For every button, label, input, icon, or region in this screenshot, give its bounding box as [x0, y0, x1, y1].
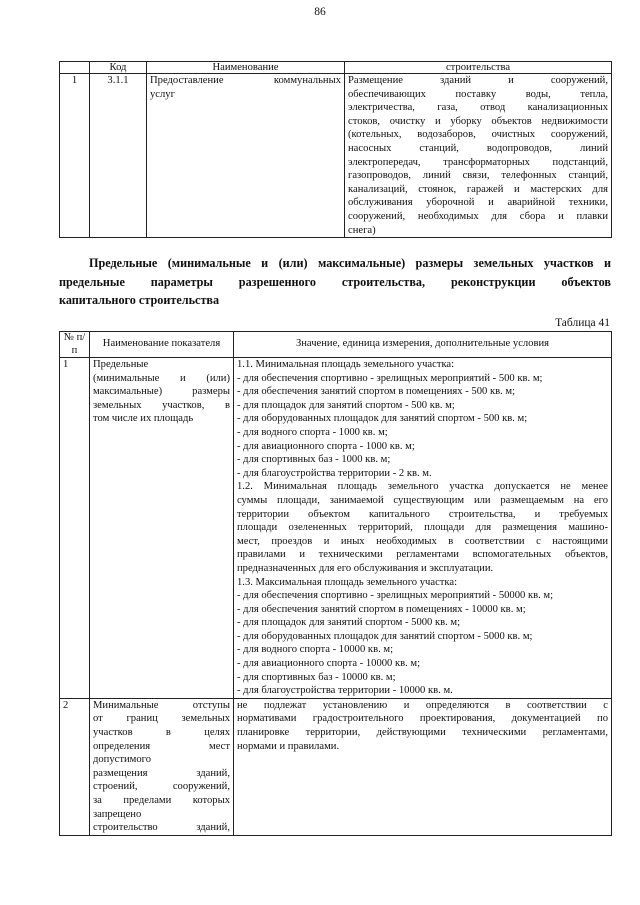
- value-line: - для благоустройства территории - 10000 кв. м.: [237, 685, 453, 697]
- value-line: не подлежат установлению и определяются в соответствии с: [237, 699, 608, 711]
- value-line: - для спортивных баз - 10000 кв. м;: [237, 671, 396, 683]
- description-line: канализаций, стоянок, гаражей и мастерских для: [348, 183, 608, 195]
- indicator-value: [234, 358, 612, 699]
- row-description: [345, 74, 612, 238]
- row-name: [147, 74, 345, 238]
- description-line: насосных станций, водопроводов, линий: [348, 142, 608, 154]
- value-line: - для обеспечения занятий спортом в помещениях - 500 кв. м;: [237, 386, 516, 398]
- indicator-line: строений, сооружений,: [93, 781, 230, 793]
- table-row: [60, 358, 612, 699]
- row-number: 2: [60, 698, 90, 835]
- heading-line: Предельные (минимальные и (или) максимальные) размеры земельных участков и: [89, 256, 611, 270]
- value-line: - для площадок для занятий спортом - 500 кв. м;: [237, 399, 455, 411]
- indicator-line: от границ земельных: [93, 713, 230, 725]
- value-line: правилами и техническими регламентами вспомогательных объектов,: [237, 549, 608, 561]
- indicator-line: максимальные) размеры: [93, 386, 230, 398]
- page-number: 86: [314, 6, 326, 18]
- heading-line: капитального строительства: [59, 293, 220, 307]
- indicator-line: строительство зданий,: [93, 822, 230, 834]
- value-line: - для водного спорта - 1000 кв. м;: [237, 426, 388, 438]
- description-line: стоков, очистку и уборку объектов недвижимости: [348, 115, 608, 127]
- indicator-line: земельных участков, в: [93, 399, 230, 411]
- header-indicator-name: Наименование показателя: [90, 332, 234, 358]
- value-line: планировке территории, действующими техническими регламентами,: [237, 727, 608, 739]
- table-header-row: [60, 332, 612, 358]
- value-line: 1.1. Минимальная площадь земельного участка:: [237, 359, 455, 370]
- indicator-line: допустимого: [93, 754, 152, 766]
- row-name-line: услуг: [150, 88, 175, 100]
- description-line: снега): [348, 224, 376, 236]
- value-line: - для площадок для занятий спортом - 5000 кв. м;: [237, 617, 461, 629]
- header-construction: строительства: [345, 62, 612, 74]
- row-number: 1: [60, 358, 90, 699]
- value-line: 1.2. Минимальная площадь земельного участка допускается не менее: [237, 481, 608, 493]
- description-line: электричества, газа, отвод канализационных: [348, 102, 608, 114]
- heading-line: предельные параметры разрешенного строительства, реконструкции объектов: [59, 274, 611, 289]
- indicator-name: [90, 358, 234, 699]
- header-num: № п/п: [60, 332, 90, 358]
- section-heading: [59, 254, 611, 310]
- table-row: [60, 74, 612, 238]
- indicator-line: запрещено: [93, 808, 142, 820]
- indicator-line: размещения зданий,: [93, 767, 230, 779]
- value-line: - для оборудованных площадок для занятий спортом - 5000 кв. м;: [237, 630, 533, 642]
- description-line: обслуживания уборочной и аварийной техники,: [348, 197, 608, 209]
- value-line: мест, проездов и иных необходимых в соответствии с настоящими: [237, 535, 608, 547]
- value-line: 1.3. Максимальная площадь земельного участка:: [237, 576, 458, 588]
- description-line: (котельных, водозаборов, очистных сооружений,: [348, 129, 608, 141]
- value-line: нормами и правилами.: [237, 740, 340, 752]
- value-line: - для обеспечения спортивно - зрелищных мероприятий - 500 кв. м;: [237, 372, 543, 384]
- row-code: 3.1.1: [90, 74, 147, 238]
- indicator-line: Предельные: [93, 359, 149, 370]
- value-line: суммы площади, занимаемой существующим или размещаемым на его: [237, 494, 608, 506]
- description-line: обеспечивающих поставку воды, тепла,: [348, 88, 608, 100]
- indicator-line: участков в целях: [93, 727, 230, 739]
- table-header-row: [60, 62, 612, 74]
- value-line: территории объектом капитального строительства, и требуемых: [237, 508, 608, 520]
- value-line: - для обеспечения занятий спортом в помещениях - 10000 кв. м;: [237, 603, 526, 615]
- value-line: - для обеспечения спортивно - зрелищных мероприятий - 50000 кв. м;: [237, 590, 554, 602]
- value-line: - для благоустройства территории - 2 кв. м.: [237, 467, 432, 479]
- description-line: газопроводов, линий связи, телефонных станций,: [348, 170, 608, 182]
- header-name: Наименование: [147, 62, 345, 74]
- indicator-line: Минимальные отступы: [93, 699, 230, 711]
- value-line: - для спортивных баз - 1000 кв. м;: [237, 454, 391, 466]
- description-line: Размещение зданий и сооружений,: [348, 75, 608, 86]
- permitted-use-table: [59, 61, 612, 238]
- value-line: нормативами градостроительного проектирования, документацией по: [237, 713, 608, 725]
- indicator-value: [234, 698, 612, 835]
- indicator-line: определения мест: [93, 740, 230, 752]
- header-value: Значение, единица измерения, дополнительные условия: [234, 332, 612, 358]
- indicator-line: (минимальные и (или): [93, 372, 230, 384]
- header-cell-empty: [60, 62, 90, 74]
- description-line: электропередач, трансформаторных подстанций,: [348, 156, 608, 168]
- table-number-label: Таблица 41: [555, 317, 610, 329]
- parameters-table: [59, 331, 612, 836]
- row-number: 1: [60, 74, 90, 238]
- value-line: площади озелененных территорий, площади для размещения машино-: [237, 522, 608, 534]
- row-name-line: Предоставление коммунальных: [150, 75, 341, 86]
- value-line: - для оборудованных площадок для занятий спортом - 500 кв. м;: [237, 413, 528, 425]
- indicator-name: [90, 698, 234, 835]
- value-line: - для водного спорта - 10000 кв. м;: [237, 644, 394, 656]
- table-row: [60, 698, 612, 835]
- value-line: - для авиационного спорта - 10000 кв. м;: [237, 658, 421, 670]
- indicator-line: за пределами которых: [93, 795, 230, 806]
- value-line: предназначенных для его обслуживания и эксплуатации.: [237, 562, 494, 574]
- header-code: Код: [90, 62, 147, 74]
- indicator-line: том числе их площадь: [93, 413, 194, 425]
- description-line: сооружений, необходимых для сбора и плавки: [348, 210, 608, 222]
- value-line: - для авиационного спорта - 1000 кв. м;: [237, 440, 415, 452]
